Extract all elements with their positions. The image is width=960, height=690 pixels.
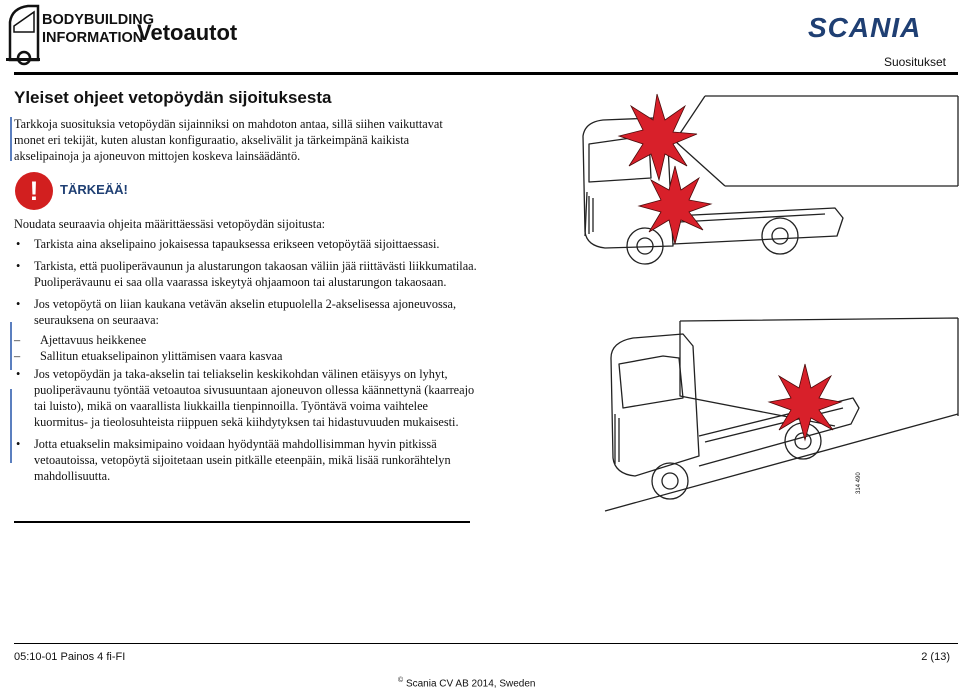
change-bar [10, 389, 12, 463]
bodybuilding-information-logo [4, 2, 154, 66]
list-item [14, 258, 484, 290]
copyright-text: Scania CV AB 2014, Sweden [405, 678, 536, 690]
intro-paragraph: Tarkkoja suosituksia vetopöydän sijainniksi on mahdoton antaa, sillä siihen vaikuttavat monet eri tekijät, kuten alustan konfiguraatio, akselivälit ja tärkeimpänä kaikista akselipainoja ja ajoneuvon mittojen koskeva lainsäädäntö. [14, 117, 443, 163]
header-rule [14, 72, 958, 75]
impact-star-icon [769, 364, 841, 440]
list-item [14, 366, 484, 430]
lead-paragraph: Noudata seuraavia ohjeita määrittäessäsi vetopöydän sijoitusta: [14, 217, 326, 231]
page-number: 2 (13) [921, 651, 950, 663]
footer-rule [14, 643, 958, 644]
list-item-text: Tarkista, että puoliperävaunun ja alustarungon takaosan väliin jää riittävästi liikkumatilaa. Puoliperävaunu ei saa olla vaarassa iskeytyä ohjaamoon tai alustarungon takaosaan. [34, 259, 477, 289]
sub-list [14, 332, 484, 364]
impact-star-icon [619, 94, 697, 180]
list-item [14, 296, 484, 364]
change-bar [10, 322, 12, 370]
sub-list-item [14, 332, 484, 348]
change-bar [10, 117, 12, 161]
logo-text-line2: INFORMATION [42, 30, 144, 46]
truck-cab-bottom [611, 334, 699, 476]
list-item-text: Jos vetopöydän ja taka-akselin tai teliakselin keskikohdan välinen etäisyys on lyhyt, puoliperävaunu työntää vetoautoa sivusuuntaan ajoneuvon ollessa käännettynä (kaarreajo tai luisto), mikä on vaarallista liukkailla tienpinnoilla. Työntävä voima vaihtelee kuormitus- ja tieolosuhteista riippuen sekä kiihdytyksen tai hidastuvuuden mukaisesti. [34, 367, 475, 429]
sub-list-item-text: Sallitun etuakselipainon ylittämisen vaara kasvaa [40, 349, 283, 363]
list-item-text: Jos vetopöytä on liian kaukana vetävän akselin etupuolella 2-akselisessa ajoneuvossa, seurauksena on seuraava: [34, 297, 457, 327]
section-heading: Yleiset ohjeet vetopöydän sijoituksesta [14, 88, 332, 107]
document-title: Vetoautot [137, 20, 238, 45]
warning-label: TÄRKEÄÄ! [60, 182, 128, 197]
section-end-rule [14, 521, 470, 523]
scania-logo: SCANIA [808, 12, 922, 43]
list-item-text: Jotta etuakselin maksimipaino voidaan hyödyntää mahdollisimman hyvin pitkissä vetoautoissa, vetopöytä sijoitetaan usein pitkälle eteenpäin, mikä lisää runkorähtelyn mahdollisuutta. [34, 437, 451, 483]
warning-icon: ! [15, 172, 53, 210]
logo-text-line1: BODYBUILDING [42, 12, 154, 28]
document-reference: 05:10-01 Painos 4 fi-FI [14, 651, 126, 663]
list-item [14, 236, 484, 252]
sub-list-item [14, 348, 484, 364]
sub-list-item-text: Ajettavuus heikkenee [40, 333, 147, 347]
copyright-symbol: © [398, 677, 404, 684]
truck-trailer-collision-illustration [575, 96, 958, 528]
list-item [14, 436, 484, 484]
list-item-text: Tarkista aina akselipaino jokaisessa tapauksessa erikseen vetopöytää sijoittaessasi. [34, 237, 440, 251]
section-label: Suositukset [883, 55, 946, 69]
guideline-list [14, 236, 484, 490]
trailer-outline-top [675, 96, 958, 186]
copyright [398, 677, 535, 689]
figure-code: 314 490 [856, 472, 862, 494]
